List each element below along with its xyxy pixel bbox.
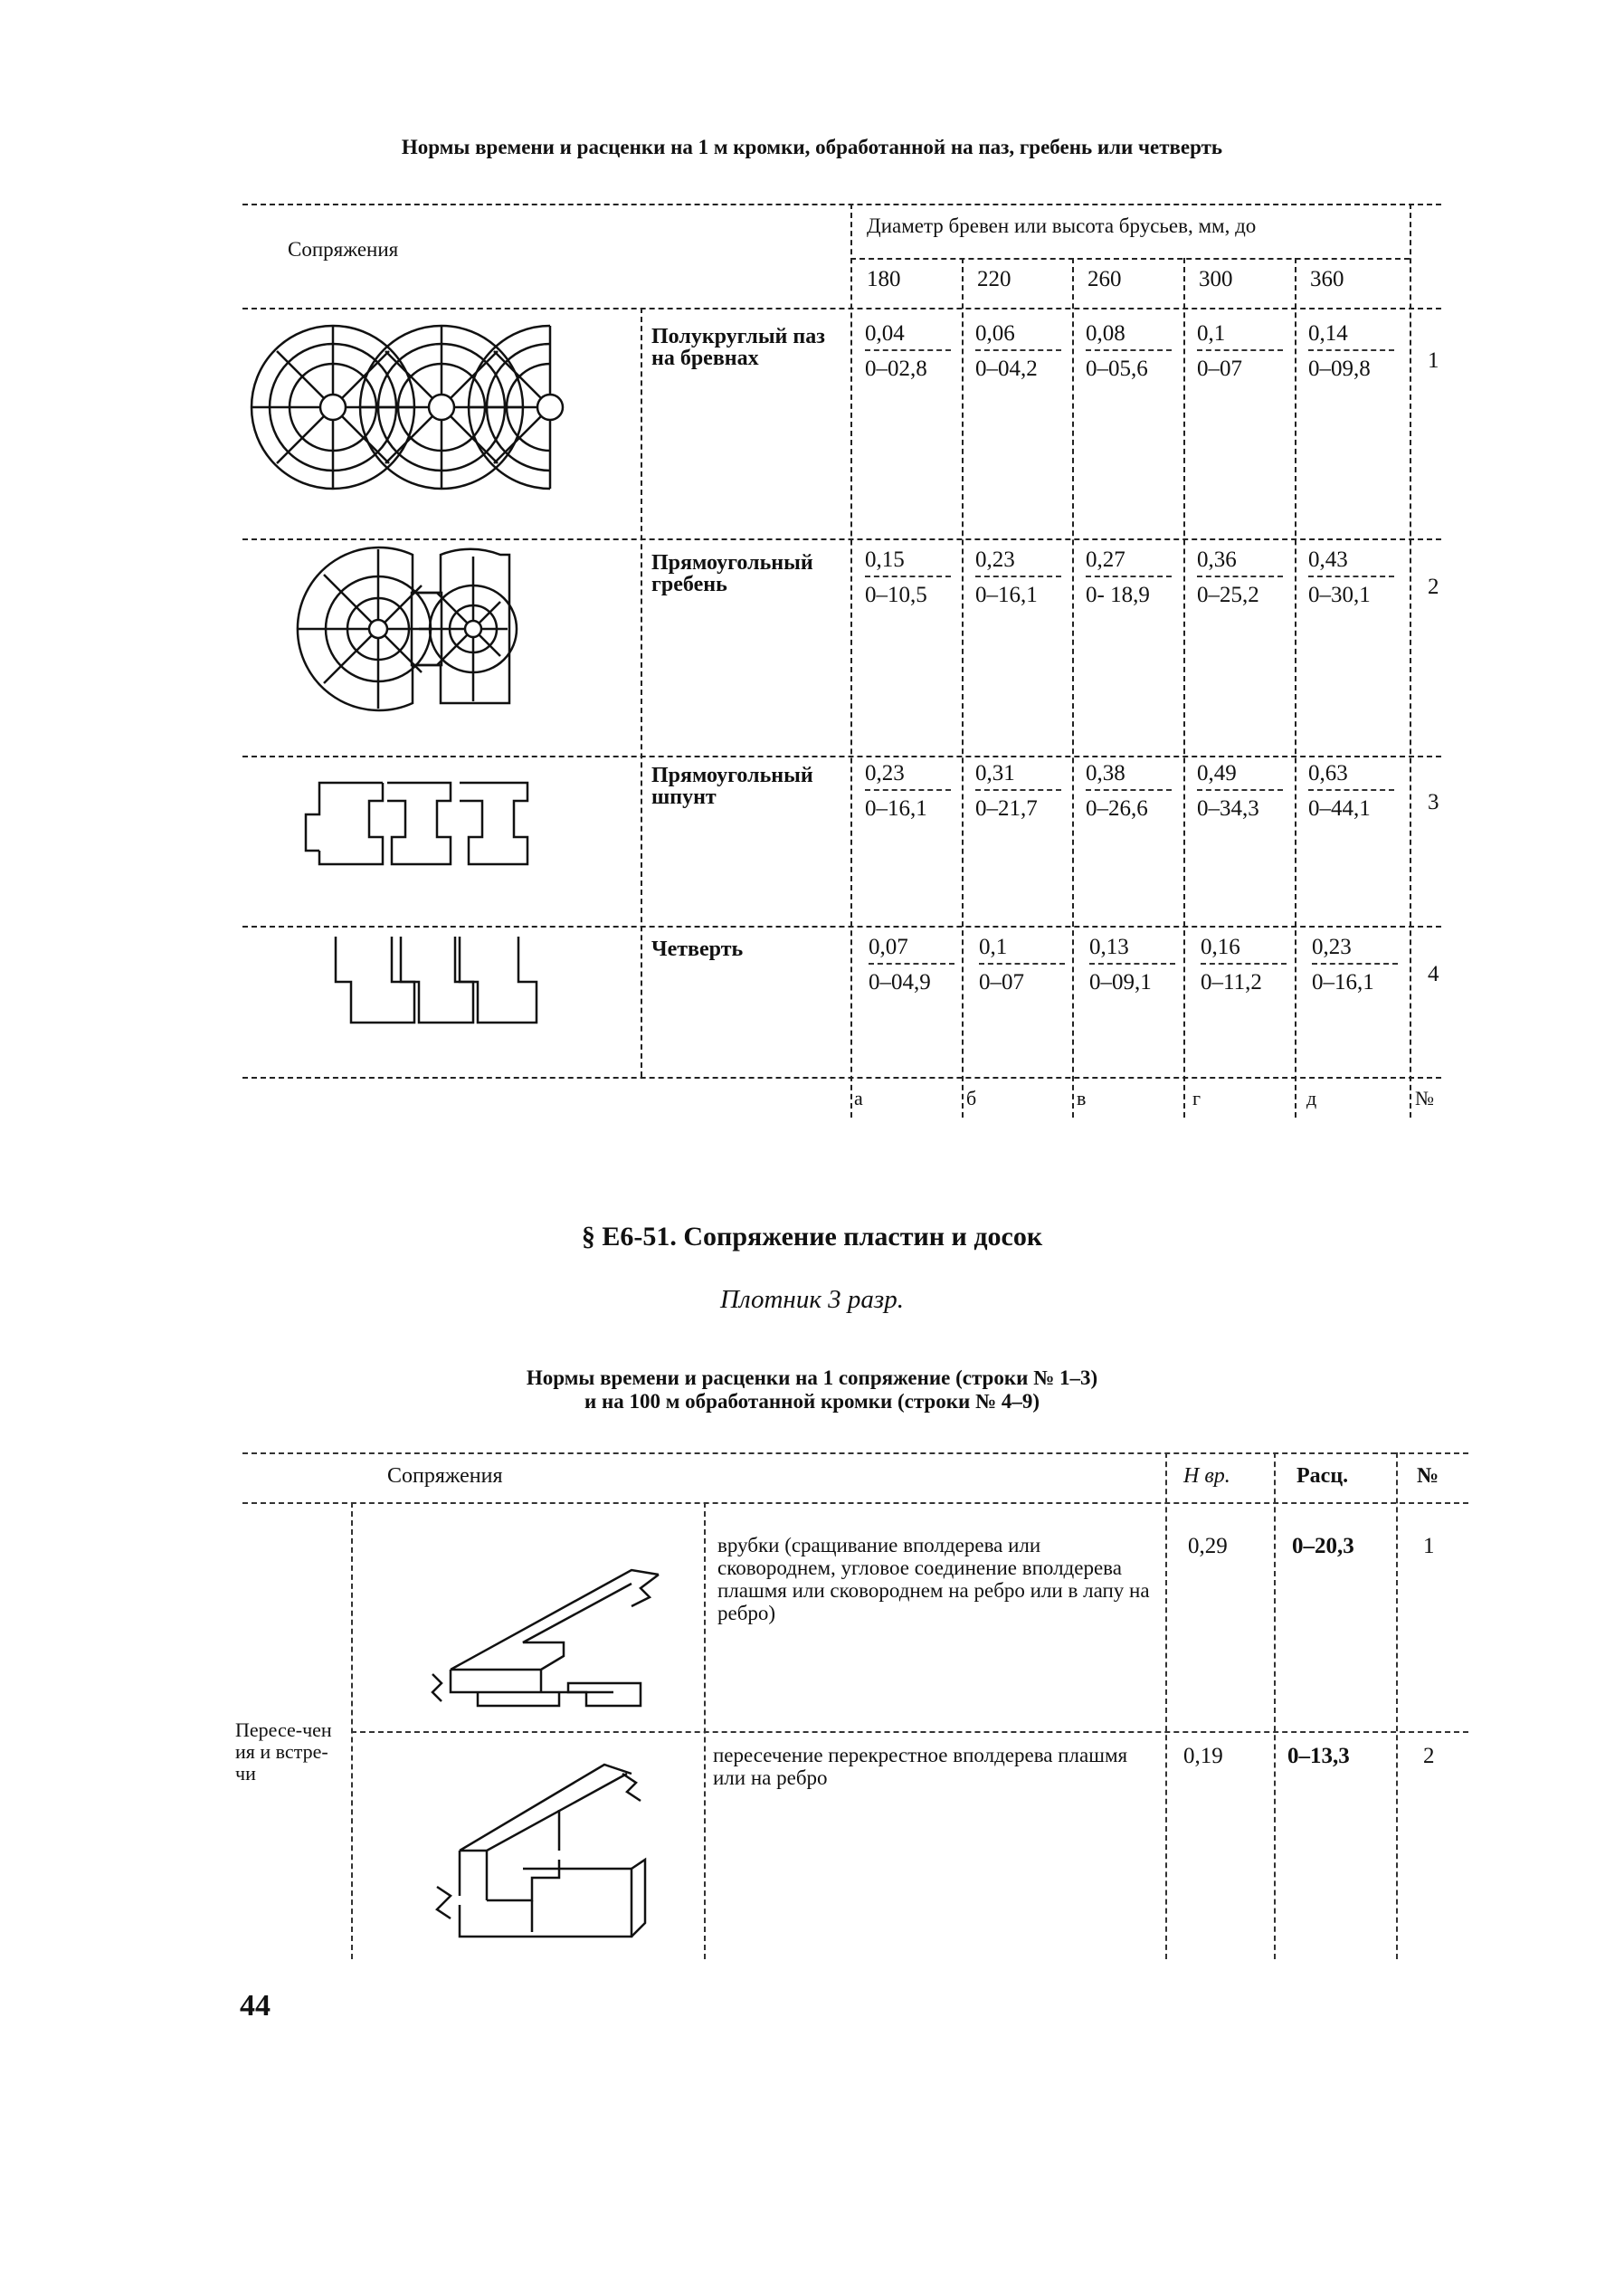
table2-title bbox=[0, 1366, 1624, 1414]
row-norm-1: 0,29 bbox=[1188, 1534, 1228, 1558]
row-number: 2 bbox=[1428, 575, 1439, 599]
table-cell: 0,07 0–04,9 bbox=[869, 935, 970, 995]
rectangular-ridge-sketch bbox=[315, 543, 532, 715]
table-cell: 0,38 0–26,6 bbox=[1086, 761, 1187, 822]
column-letter: б bbox=[966, 1087, 977, 1109]
table-cell: 0,49 0–34,3 bbox=[1197, 761, 1298, 822]
col-header-260: 260 bbox=[1087, 267, 1122, 291]
section-title: § Е6-51. Сопряжение пластин и досок bbox=[581, 1222, 1043, 1252]
column-letter: а bbox=[854, 1087, 863, 1109]
table-cell: 0,14 0–09,8 bbox=[1308, 321, 1410, 382]
header-joints: Сопряжения bbox=[387, 1464, 503, 1488]
column-letter: в bbox=[1077, 1087, 1087, 1109]
half-lap-splice-sketch bbox=[423, 1534, 695, 1715]
row-number: 4 bbox=[1428, 962, 1439, 986]
header-norm: Н вр. bbox=[1183, 1464, 1230, 1488]
row-name-3: Прямоугольный шпунт bbox=[651, 764, 813, 809]
table2-title-line2: и на 100 м обработанной кромки (строки № 4–9) bbox=[584, 1390, 1040, 1413]
row-number: 3 bbox=[1428, 790, 1439, 814]
quarter-rebate-sketch bbox=[328, 928, 564, 1045]
table-cell: 0,15 0–10,5 bbox=[865, 547, 966, 608]
table-cell: 0,36 0–25,2 bbox=[1197, 547, 1298, 608]
row-desc-2: пересечение перекрестное вполдерева плашмя или на ребро bbox=[713, 1744, 1128, 1789]
cross-half-lap-sketch bbox=[423, 1751, 695, 1950]
table-cell: 0,27 0- 18,9 bbox=[1086, 547, 1187, 608]
table-cell: 0,1 0–07 bbox=[979, 935, 1080, 995]
table2-title-line1: Нормы времени и расценки на 1 сопряжение (строки № 1–3) bbox=[526, 1366, 1098, 1389]
table-cell: 0,31 0–21,7 bbox=[975, 761, 1077, 822]
col-header-180: 180 bbox=[867, 267, 901, 291]
table-cell: 0,23 0–16,1 bbox=[1312, 935, 1413, 995]
header-num: № bbox=[1417, 1464, 1439, 1488]
row-num-1: 1 bbox=[1423, 1534, 1435, 1558]
row-norm-2: 0,19 bbox=[1183, 1744, 1223, 1768]
column-letter: г bbox=[1192, 1087, 1201, 1109]
col-header-220: 220 bbox=[977, 267, 1011, 291]
row-name-2: Прямоугольный гребень bbox=[651, 551, 813, 596]
table-cell: 0,16 0–11,2 bbox=[1201, 935, 1302, 995]
row-number: 1 bbox=[1428, 348, 1439, 373]
col-header-360: 360 bbox=[1310, 267, 1344, 291]
header-diameter: Диаметр бревен или высота брусьев, мм, до bbox=[867, 214, 1257, 237]
header-joints: Сопряжения bbox=[288, 238, 399, 261]
row-name-4: Четверть bbox=[651, 938, 744, 961]
table-cell: 0,23 0–16,1 bbox=[975, 547, 1077, 608]
table1-title: Нормы времени и расценки на 1 м кромки, обработанной на паз, гребень или четверть bbox=[401, 136, 1223, 158]
worker-grade: Плотник 3 разр. bbox=[720, 1285, 904, 1314]
norms-table-2 bbox=[235, 1452, 1468, 1959]
norms-table-1 bbox=[242, 204, 1441, 1118]
row-rate-2: 0–13,3 bbox=[1287, 1744, 1350, 1768]
table-cell: 0,23 0–16,1 bbox=[865, 761, 966, 822]
table-cell: 0,43 0–30,1 bbox=[1308, 547, 1410, 608]
table-cell: 0,04 0–02,8 bbox=[865, 321, 966, 382]
col-header-300: 300 bbox=[1199, 267, 1233, 291]
table-cell: 0,13 0–09,1 bbox=[1089, 935, 1191, 995]
table-cell: 0,08 0–05,6 bbox=[1086, 321, 1187, 382]
header-rate: Расц. bbox=[1296, 1464, 1349, 1488]
column-letter: д bbox=[1306, 1087, 1317, 1109]
table-cell: 0,1 0–07 bbox=[1197, 321, 1298, 382]
row-rate-1: 0–20,3 bbox=[1292, 1534, 1354, 1558]
group-label: Пересе-чения и встре-чи bbox=[235, 1718, 332, 1785]
row-desc-1: врубки (сращивание вполдерева или сковороднем, угловое соединение вполдерева плашмя или сковороднем на ребро или в лапу на ребро) bbox=[717, 1534, 1150, 1624]
row-name-1: Полукруглый паз на бревнах bbox=[651, 325, 825, 370]
semicircular-groove-sketch bbox=[265, 317, 627, 498]
table-cell: 0,63 0–44,1 bbox=[1308, 761, 1410, 822]
row-num-2: 2 bbox=[1423, 1744, 1435, 1768]
table-cell: 0,06 0–04,2 bbox=[975, 321, 1077, 382]
tongue-groove-sketch bbox=[310, 765, 573, 891]
num-header: № bbox=[1415, 1087, 1434, 1109]
page-number: 44 bbox=[240, 1989, 271, 2023]
